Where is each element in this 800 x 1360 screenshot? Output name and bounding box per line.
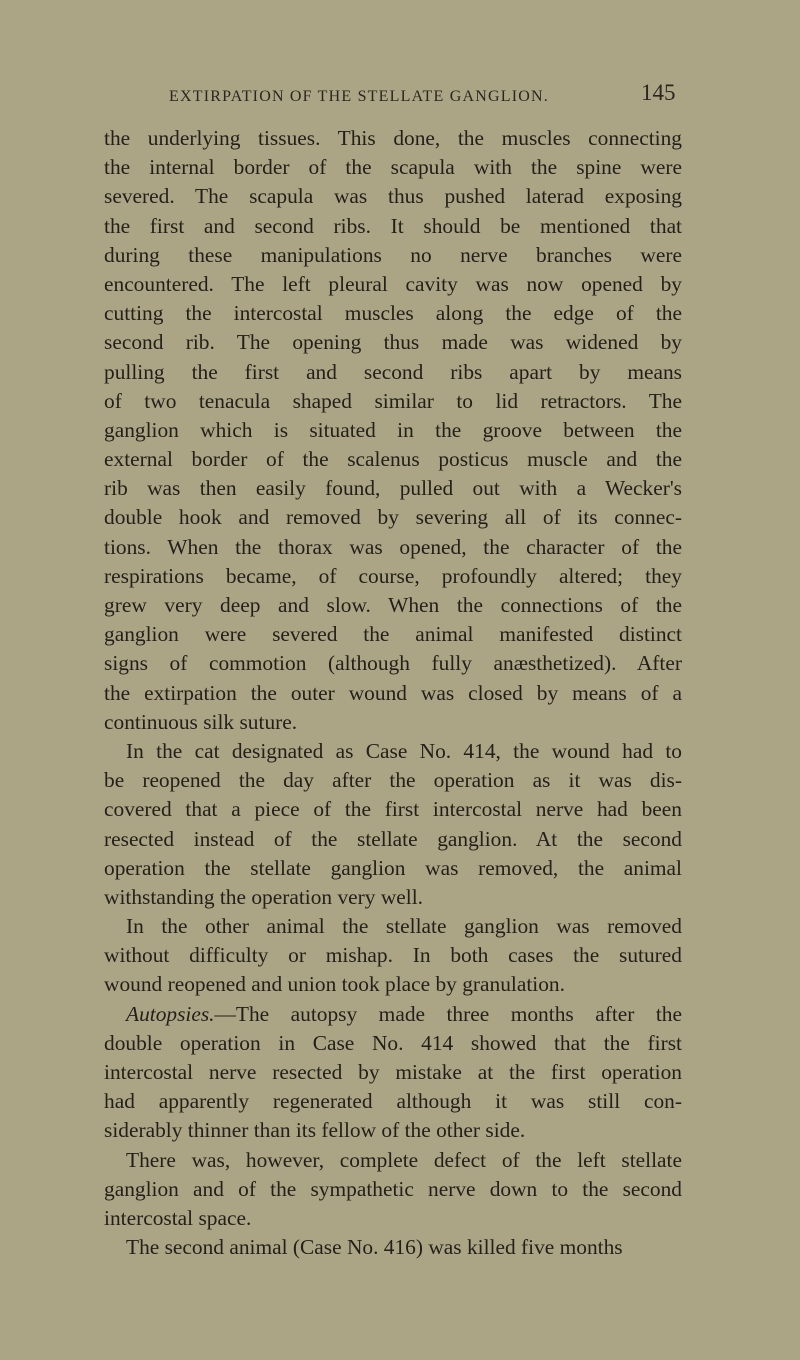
running-head: EXTIRPATION OF THE STELLATE GANGLION.: [169, 88, 549, 105]
text-line: double operation in Case No. 414 showed that the first: [104, 1030, 682, 1055]
text-line: withstanding the operation very well.: [104, 884, 424, 909]
text-line: In the other animal the stellate ganglion was removed: [126, 914, 682, 939]
text-line: continuous silk suture.: [104, 709, 298, 734]
text-line: ganglion were severed the animal manifested distinct: [104, 622, 682, 647]
text-line: during these manipulations no nerve branches were: [104, 242, 682, 267]
text-line: covered that a piece of the first intercostal nerve had been: [104, 797, 682, 822]
text-line: the underlying tissues. This done, the muscles connecting: [104, 126, 682, 150]
text-line: siderably thinner than its fellow of the other side.: [104, 1118, 526, 1143]
text-line: external border of the scalenus posticus muscle and the: [104, 447, 682, 472]
text-line: rib was then easily found, pulled out with a Wecker's: [104, 476, 682, 501]
text-line: operation the stellate ganglion was removed, the animal: [104, 855, 682, 880]
text-line: The second animal (Case No. 416) was killed five months: [126, 1235, 623, 1260]
text-line: ganglion and of the sympathetic nerve down to the second: [104, 1176, 682, 1201]
text-line: had apparently regenerated although it was still con-: [104, 1089, 682, 1114]
text-line-rest: —The autopsy made three months after the: [214, 1001, 682, 1026]
text-line-autopsies: [104, 1000, 682, 1029]
text-line: grew very deep and slow. When the connections of the: [104, 593, 682, 617]
text-line: severed. The scapula was thus pushed laterad exposing: [104, 184, 682, 209]
text-line: intercostal space.: [104, 1205, 252, 1230]
text-line: second rib. The opening thus made was widened by: [104, 330, 682, 355]
text-line: tions. When the thorax was opened, the character of the: [104, 534, 682, 559]
text-line: signs of commotion (although fully anæsthetized). After: [104, 651, 682, 676]
text-line: respirations became, of course, profoundly altered; they: [104, 563, 682, 588]
text-line: the first and second ribs. It should be mentioned that: [104, 213, 682, 238]
text-line: be reopened the day after the operation as it was dis-: [104, 768, 682, 793]
text-line: without difficulty or mishap. In both cases the sutured: [104, 943, 682, 968]
section-lead: Autopsies.: [126, 1001, 215, 1026]
text-line: resected instead of the stellate ganglion. At the second: [104, 826, 682, 851]
text-line: In the cat designated as Case No. 414, the wound had to: [126, 738, 682, 763]
text-line: double hook and removed by severing all of its connec-: [104, 505, 682, 530]
page-number: 145: [641, 80, 676, 105]
text-line: ganglion which is situated in the groove between the: [104, 417, 682, 442]
body-text: [104, 124, 682, 1262]
text-line: There was, however, complete defect of the left stellate: [126, 1147, 682, 1172]
text-line: encountered. The left pleural cavity was now opened by: [104, 271, 682, 296]
text-line: of two tenacula shaped similar to lid retractors. The: [104, 388, 682, 413]
text-line: intercostal nerve resected by mistake at the first operation: [104, 1060, 682, 1084]
text-line: wound reopened and union took place by granulation.: [104, 972, 565, 997]
text-line: cutting the intercostal muscles along the edge of the: [104, 301, 682, 326]
text-line: the internal border of the scapula with the spine were: [104, 155, 682, 180]
text-line: the extirpation the outer wound was closed by means of a: [104, 680, 682, 705]
text-line: pulling the first and second ribs apart by means: [104, 359, 682, 384]
